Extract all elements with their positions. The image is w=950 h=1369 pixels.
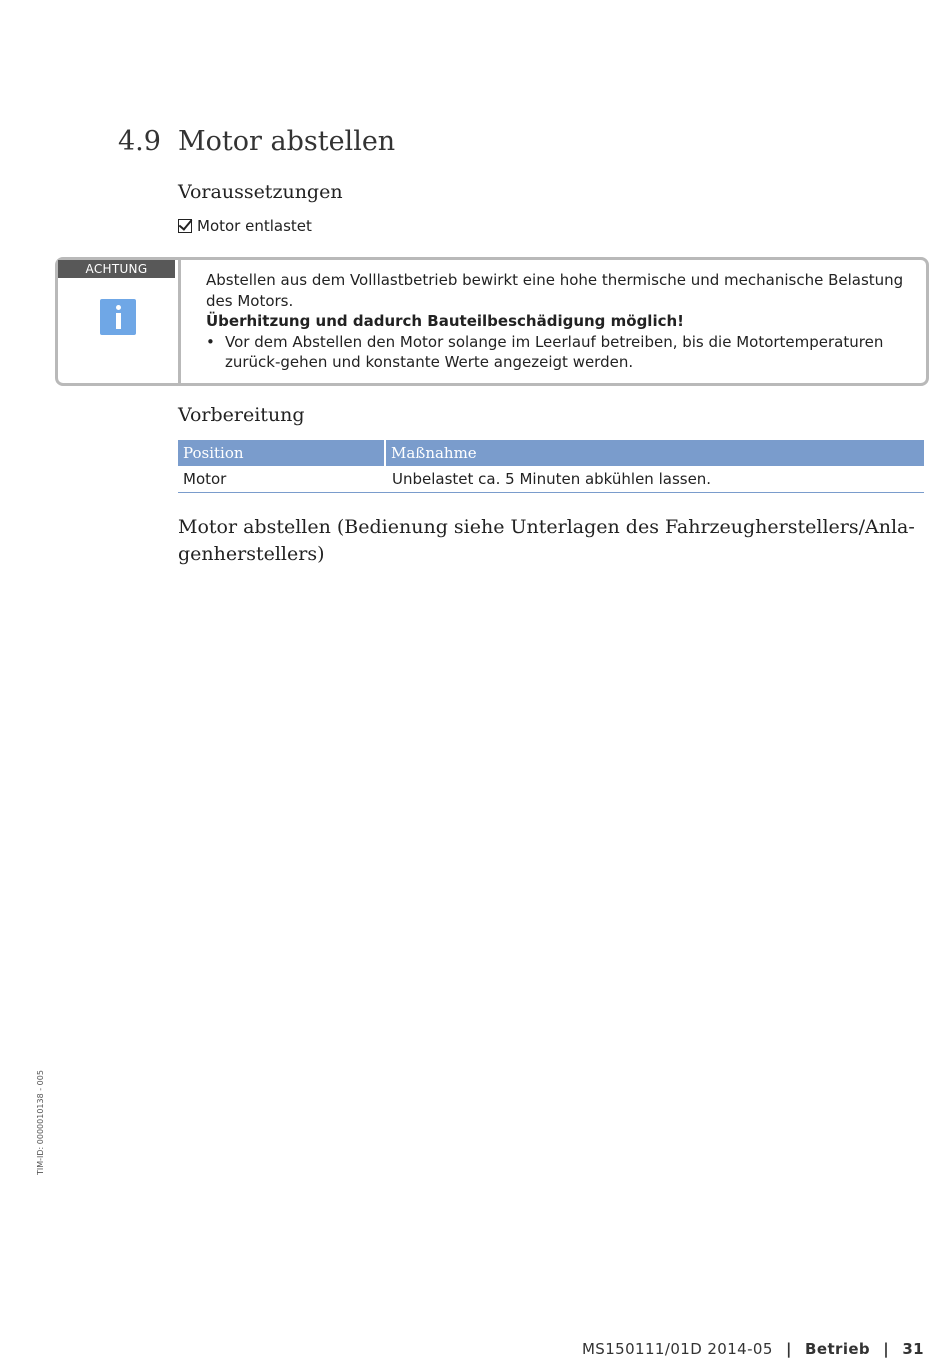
notice-side-panel	[58, 260, 181, 383]
notice-bullet	[206, 332, 916, 373]
table-row	[178, 466, 924, 493]
tim-id: TIM-ID: 0000010138 - 005	[36, 1070, 45, 1175]
prerequisite-label: Motor entlastet	[197, 217, 312, 235]
preparation-heading: Vorbereitung	[178, 404, 305, 426]
notice-warning: Überhitzung und dadurch Bauteilbeschädigung möglich!	[206, 312, 685, 330]
notice-text	[206, 270, 916, 373]
footer-doc-id: MS150111/01D 2014-05	[581, 1340, 773, 1358]
page-footer	[582, 1340, 924, 1358]
cell-position: Motor	[178, 466, 385, 493]
section-number: 4.9	[118, 126, 161, 157]
notice-description: Abstellen aus dem Volllastbetrieb bewirkt eine hohe thermische und mechanische Belastung des Motors.	[206, 271, 904, 310]
footer-page-number: 31	[902, 1340, 924, 1358]
footer-separator-1: |	[785, 1340, 792, 1358]
footer-chapter: Betrieb	[805, 1340, 871, 1358]
notice-label: ACHTUNG	[58, 260, 175, 278]
table-header-row	[178, 440, 924, 466]
preparation-table	[178, 440, 924, 493]
notice-bullet-text: Vor dem Abstellen den Motor solange im Leerlauf betreiben, bis die Motortemperaturen zurück-gehen und konstante Werte angezeigt werden.	[225, 332, 884, 371]
bullet-marker: •	[206, 332, 215, 351]
prerequisite-item	[178, 217, 312, 235]
section-title: Motor abstellen	[178, 126, 396, 157]
info-icon	[100, 299, 136, 335]
notice-box	[55, 257, 929, 386]
cell-action: Unbelastet ca. 5 Minuten abkühlen lassen.	[385, 466, 924, 493]
column-header-position: Position	[178, 440, 385, 466]
footer-separator-2: |	[883, 1340, 890, 1358]
final-step-heading: Motor abstellen (Bedienung siehe Unterlagen des Fahrzeugherstellers/Anla-genherstellers)	[178, 516, 915, 565]
column-header-action: Maßnahme	[385, 440, 924, 466]
prerequisites-heading: Voraussetzungen	[178, 181, 343, 203]
checkbox-checked-icon	[178, 219, 192, 233]
